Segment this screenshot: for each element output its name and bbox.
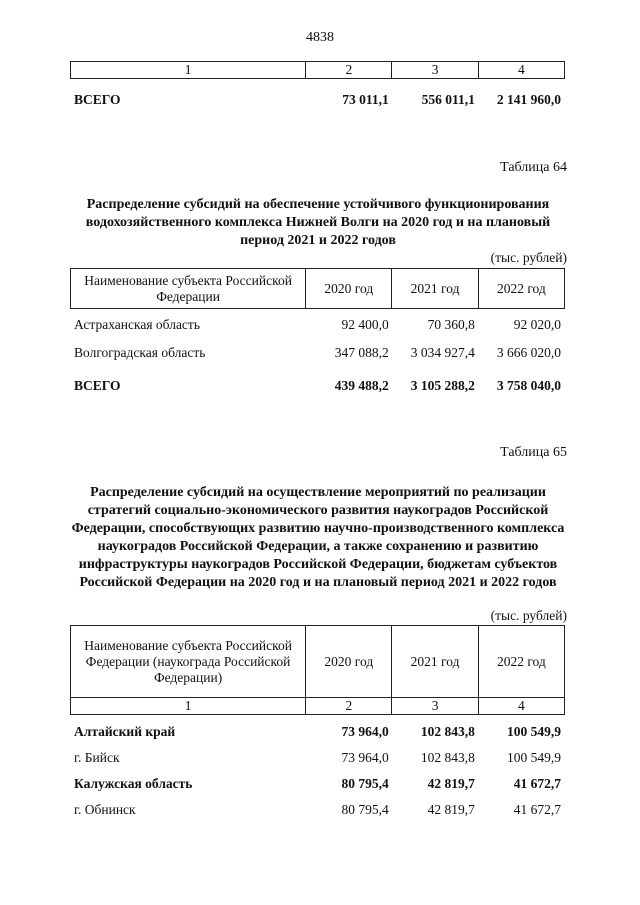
table63-total [70,90,565,110]
col-number: 1 [71,62,306,79]
col-number: 3 [392,62,478,79]
header-year: 2022 год [478,269,564,309]
table-row [70,339,565,367]
total-label: ВСЕГО [74,92,121,107]
cell-value: 102 843,8 [420,724,475,739]
col-number: 1 [71,698,306,715]
cell-value: 41 672,7 [513,776,561,791]
table65-caption: Таблица 65 [500,445,567,460]
table-row [70,311,565,339]
table64-title: Распределение субсидий на обеспечение устойчивого функционирования водохозяйственного комплекса Нижней Волги на 2020 год и на плановый период 2021 и 2022 годов [85,197,551,248]
table-row [70,771,565,797]
col-number: 4 [478,698,564,715]
header-year: 2021 год [392,269,478,309]
total-value: 73 011,1 [342,92,389,107]
cell-value: 92 400,0 [341,317,389,332]
cell-value: 80 795,4 [341,802,389,817]
row-name: Астраханская область [74,317,200,332]
cell-value: 41 672,7 [513,802,561,817]
header-year: 2020 год [306,269,392,309]
total-value: 2 141 960,0 [496,92,561,107]
table64-header [70,268,565,309]
cell-value: 102 843,8 [420,750,475,765]
header-year: 2022 год [478,626,564,698]
cell-value: 73 964,0 [341,724,389,739]
header-year: 2020 год [306,626,392,698]
cell-value: 73 964,0 [341,750,389,765]
cell-value: 3 034 927,4 [410,345,475,360]
table65-title: Распределение субсидий на осуществление мероприятий по реализации стратегий социально-экономического развития наукоградов Российской Федерации, способствующих развитию научно-производственного комплекса наукоградов Российской Федерации, а также сохранению и развитию инфраструктуры наукоградов Российской Федерации, бюджетам субъектов Российской Федерации на 2020 год и на плановый период 2021 и 2022 годов [71,485,565,590]
table-row [70,745,565,771]
header-name: Наименование субъекта Российской Федерации [71,269,306,309]
table65-units: (тыс. рублей) [490,608,567,623]
cell-value: 42 819,7 [427,776,475,791]
total-row [70,367,565,405]
col-number: 4 [478,62,564,79]
col-number: 3 [392,698,478,715]
table64-body [70,311,565,405]
cell-value: 70 360,8 [427,317,475,332]
table63-column-numbers [70,61,565,79]
table-row [70,797,565,823]
total-value: 556 011,1 [421,92,475,107]
col-number: 2 [306,62,392,79]
total-value: 3 105 288,2 [410,378,475,393]
table65-body [70,719,565,823]
row-name: Алтайский край [74,724,176,739]
cell-value: 80 795,4 [341,776,389,791]
cell-value: 347 088,2 [334,345,389,360]
table64-units: (тыс. рублей) [490,250,567,265]
row-name: г. Обнинск [74,802,136,817]
total-value: 439 488,2 [334,378,389,393]
total-label: ВСЕГО [74,378,121,393]
header-name: Наименование субъекта Российской Федерации (наукограда Российской Федерации) [71,626,306,698]
header-year: 2021 год [392,626,478,698]
table-row [70,719,565,745]
cell-value: 42 819,7 [427,802,475,817]
cell-value: 3 666 020,0 [496,345,561,360]
row-name: г. Бийск [74,750,120,765]
table65-header [70,625,565,715]
page-number: 4838 [306,30,334,45]
row-name: Калужская область [74,776,193,791]
col-number: 2 [306,698,392,715]
row-name: Волгоградская область [74,345,206,360]
table64-caption: Таблица 64 [500,160,567,175]
cell-value: 100 549,9 [507,750,561,765]
cell-value: 100 549,9 [507,724,561,739]
total-value: 3 758 040,0 [496,378,561,393]
cell-value: 92 020,0 [513,317,561,332]
